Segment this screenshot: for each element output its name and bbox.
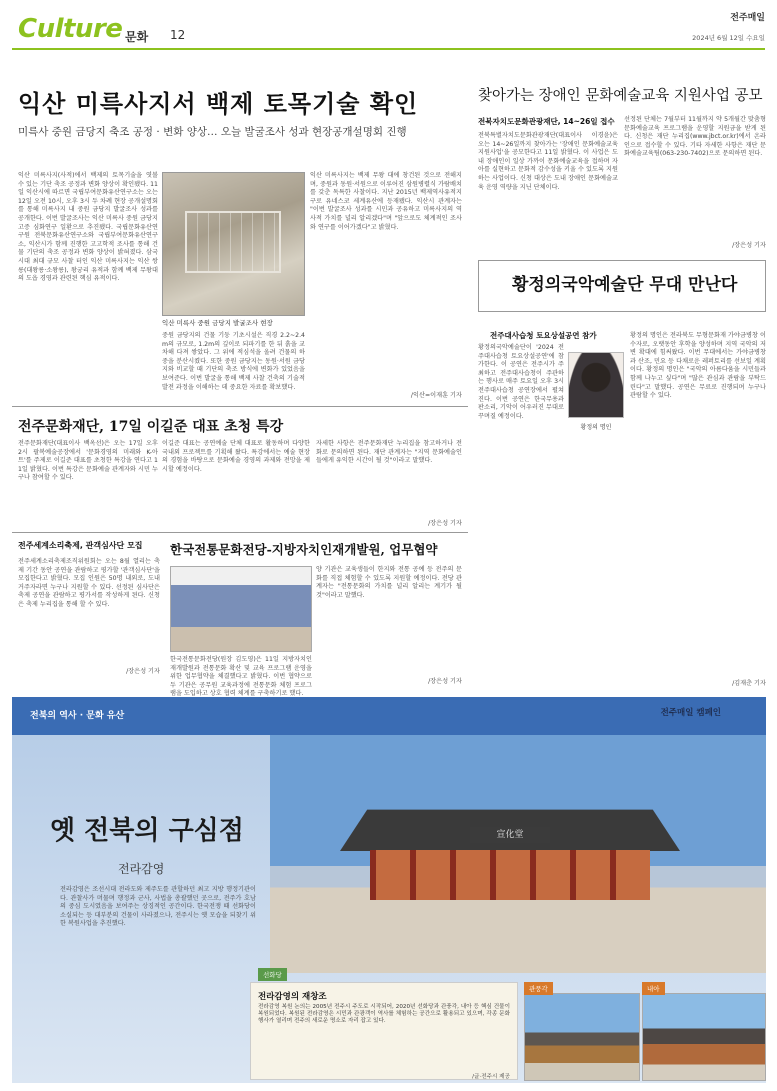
lead-photo [162, 172, 305, 316]
gugak-photo-caption: 황정의 명인 [580, 424, 612, 431]
seonhwadang-photo [270, 735, 766, 973]
ktcc-body-col1: 한국전통문화전당(원장 김도영)은 11일 지방자치인재개발원과 전통문화 확산 및 교육 프로그램 운영을 위한 업무협약을 체결했다고 밝혔다. 이번 협약으로 두 기관은 공무원 교육과정에 전통문화 체험 프로그램을 도입하고 상호 협력 체계를 구축하기로 했다. [170, 656, 312, 698]
lead-body-col1: 익산 미륵사지(사적)에서 백제의 토목기술을 엿볼 수 있는 기단 축조 공정과 변화 양상이 확인됐다. 11일 익산시에 따르면 국립부여문화유산연구소는 오는 12일 오전 10시, 오후 3시 두 차례 현장 공개설명회를 통해 미륵사지 내 중원 금당지 발굴조사 성과를 공개한다. 이번 발굴조사는 익산 미륵사 중원 금당지 고증 심화연구 일환으로 추진됐다. 국립문화유산연구원 전북문화유산연구소와 국립부여문화유산연구소, 익산시가 함께 진행한 고고학적 조사를 통해 건물 기단의 축조 공정과 변화 양상이 밝혀졌다. 삼국시대 최대 규모 사찰 터인 익산 미륵사지는 익산 쌍릉(대왕릉·소왕릉), 왕궁리 유적과 함께 백제 무왕대의 도읍 경영과 관련된 핵심 유적이다. [18, 172, 158, 283]
campaign-name: 전주매일 캠페인 [660, 708, 721, 718]
jjcf-body-col2: 이길준 대표는 공연예술 단체 대표로 활동하며 다양한 국내외 프로젝트를 기획해 왔다. 특강에서는 예술 현장의 경험을 바탕으로 문화예술 경영의 과제와 전망을 제시할 예정이다. [162, 440, 310, 473]
choir-headline: 전주세계소리축제, 관객심사단 모집 [18, 541, 143, 550]
rebuild-byline: /글·전주시 제공 [472, 1074, 510, 1080]
disability-headline: 찾아가는 장애인 문화예술교육 지원사업 공모 [478, 88, 763, 104]
lead-byline: /익산=이재훈 기자 [410, 392, 462, 399]
naea-photo [642, 993, 766, 1081]
divider [12, 406, 468, 407]
jjcf-byline: /장은성 기자 [428, 520, 462, 527]
newspaper-name: 전주매일 [730, 13, 765, 23]
disability-body-col2: 선정된 단체는 7월부터 11월까지 약 5개월간 맞춤형 문화예술교육 프로그램을 운영할 지원금을 받게 된다. 신청은 재단 누리집(www.jbct.or.kr)에서 온라인으로 접수할 수 있다. 기타 자세한 사항은 재단 문화예술교육팀(063-230-7402)으로 문의하면 된다. [624, 116, 766, 158]
photo-tag-gwanpunggak: 관풍각 [524, 982, 553, 995]
gwanpunggak-photo [524, 993, 640, 1081]
gugak-subheadline: 전주대사습청 토요상설공연 참가 [490, 331, 597, 340]
disability-subheadline: 전북자치도문화관광재단, 14~26일 접수 [478, 117, 615, 126]
section-title-korean: 문화 [125, 30, 149, 44]
campaign-body: 전라감영은 조선시대 전라도와 제주도를 관할하던 최고 지방 행정기관이다. 관찰사가 머물며 행정과 군사, 사법을 총괄했던 곳으로, 전주가 호남의 중심 도시였음을 보여주는 상징적인 공간이다. 한국전쟁 때 선화당이 소실되는 등 대부분의 건물이 사라졌으나, 전주시는 옛 모습을 되찾기 위한 복원사업을 추진했다. [60, 886, 256, 927]
lead-headline: 익산 미륵사지서 백제 토목기술 확인 [18, 89, 419, 118]
section-title: Culture [18, 14, 123, 44]
jjcf-body-col3: 자세한 사항은 전주문화재단 누리집을 참고하거나 전화로 문의하면 된다. 재단 관계자는 "지역 문화예술인들에게 유익한 시간이 될 것"이라고 말했다. [316, 440, 462, 465]
rebuild-body: 전라감영 복원 논의는 2005년 전주시 주도로 시작되어, 2020년 선화당과 관풍각, 내아 등 핵심 건물이 복원되었다. 복원된 전라감영은 시민과 관광객이 역사를 체험하는 공간으로 활용되고 있으며, 각종 문화행사가 열리며 전주의 새로운 명소로 자리 잡고 있다. [258, 1004, 510, 1025]
rebuild-headline: 전라감영의 재창조 [258, 992, 327, 1002]
jjcf-headline: 전주문화재단, 17일 이길준 대표 초청 특강 [18, 419, 284, 435]
lead-photo-caption: 익산 미륵사 중원 금당지 발굴조사 현장 [162, 319, 273, 327]
lead-subheadline: 미륵사 중원 금당지 축조 공정 · 변화 양상… 오늘 발굴조사 성과 현장공개설명회 진행 [18, 126, 407, 138]
page-number: 12 [170, 28, 186, 42]
campaign-subheadline: 전라감영 [118, 862, 165, 876]
issue-date: 2024년 6월 12일 수요일 [692, 34, 765, 42]
lead-body-col3: 익산 미륵사지는 백제 무왕 대에 창건된 것으로 전해지며, 중원과 동원·서원으로 이루어진 삼원병렬식 가람배치를 갖춘 독특한 사찰이다. 지난 2015년 백제역사유적지구로 유네스코 세계유산에 등재됐다. 익산시 관계자는 "이번 발굴조사 성과를 시민과 공유하고 미륵사지의 역사적 가치를 널리 알리겠다"며 "앞으로도 체계적인 조사와 연구를 이어가겠다"고 밝혔다. [310, 172, 462, 231]
gugak-body-col1: 황정의국악예술단이 '2024 전주대사습청 토요상설공연'에 참가한다. 이 공연은 전주시가 주최하고 전주대사습청이 주관하는 행사로 매주 토요일 오후 3시 전주대사습청 공연장에서 펼쳐진다. 이번 공연은 한국무용과 판소리, 기악이 어우러진 무대로 꾸며질 예정이다. [478, 344, 564, 420]
photo-tag-seonhwadang: 선화당 [258, 968, 287, 981]
plaque-text: 宣化堂 [470, 827, 550, 843]
ktcc-body-col2: 양 기관은 교육생들이 한지와 전통 공예 등 전주의 문화를 직접 체험할 수 있도록 지원할 예정이다. 전당 관계자는 "전통문화의 가치를 널리 알리는 계기가 될 것"이라고 말했다. [316, 566, 462, 599]
gugak-body-col2: 황정의 명인은 전라북도 무형문화재 가야금병창 이수자로, 오랫동안 후학을 양성하며 지역 국악의 저변 확대에 힘써왔다. 이번 무대에서는 가야금병창과 산조, 민요 등 다채로운 레퍼토리를 선보일 계획이다. 황정의 명인은 "국악의 아름다움을 시민들과 함께 나누고 싶다"며 "많은 관심과 관람을 부탁드린다"고 말했다. 공연은 무료로 진행되며 누구나 관람할 수 있다. [630, 332, 766, 400]
lead-body-col2: 중원 금당지의 건물 기둥 기초시설은 직경 2.2~2.4m의 규모로, 1.2m의 깊이로 되파기를 한 뒤 흙을 교차해 다져 쌓았다. 그 위에 적심석을 올려 건물의 하중을 분산시켰다. 또한 중원 금당지는 동원·서원 금당지와 비교할 때 기단의 축조 방식에 변화가 있었음을 보여준다. 이번 발굴을 통해 백제 사찰 건축의 기술적 발전 과정을 이해하는 데 중요한 자료를 확보했다. [162, 332, 305, 391]
gugak-byline: /김재춘 기자 [732, 680, 766, 687]
jjcf-body-col1: 전주문화재단(대표이사 백옥선)은 오는 17일 오후 2시 팔복예술공장에서 '문화경영의 미래와 K-아트'를 주제로 이길준 대표를 초청한 특강을 연다고 11일 밝혔다. 이번 특강은 문화예술 관계자와 시민 누구나 참여할 수 있다. [18, 440, 158, 482]
ktcc-mou-photo [170, 566, 312, 652]
campaign-kicker: 전북의 역사 · 문화 유산 [30, 711, 125, 721]
ktcc-headline: 한국전통문화전당-지방자치인재개발원, 업무협약 [170, 542, 438, 557]
ktcc-byline: /장은성 기자 [428, 678, 462, 685]
photo-tag-naea: 내아 [642, 982, 665, 995]
gugak-portrait-photo [568, 352, 624, 418]
disability-body-col1: 전북특별자치도문화관광재단(대표이사 이경윤)은 오는 14~26일까지 찾아가는 '장애인 문화예술교육 지원사업'을 공모한다고 11일 밝혔다. 이 사업은 도내 장애인이 일상 가까이 문화예술교육을 접하며 자아를 실현하고 문화적 감수성을 키울 수 있도록 지원하는 사업이다. 신청 대상은 도내 장애인 문화예술교육 운영 역량을 지닌 단체이다. [478, 132, 618, 191]
header-rule [12, 48, 765, 50]
divider [12, 532, 468, 533]
choir-byline: /장은성 기자 [126, 668, 160, 675]
campaign-header-bar [12, 697, 766, 735]
campaign-headline: 옛 전북의 구심점 [50, 816, 244, 846]
choir-body: 전주세계소리축제조직위원회는 오는 8월 열리는 축제 기간 동안 공연을 관람하고 평가할 '관객심사단'을 모집한다고 밝혔다. 모집 인원은 50명 내외로, 도내 거주자라면 누구나 지원할 수 있다. 선정된 심사단은 축제 공연을 관람하고 평가서를 작성하게 된다. 신청은 축제 누리집을 통해 할 수 있다. [18, 558, 160, 608]
gugak-headline: 황정의국악예술단 무대 만난다 [512, 275, 738, 295]
disability-byline: /장은성 기자 [732, 242, 766, 249]
